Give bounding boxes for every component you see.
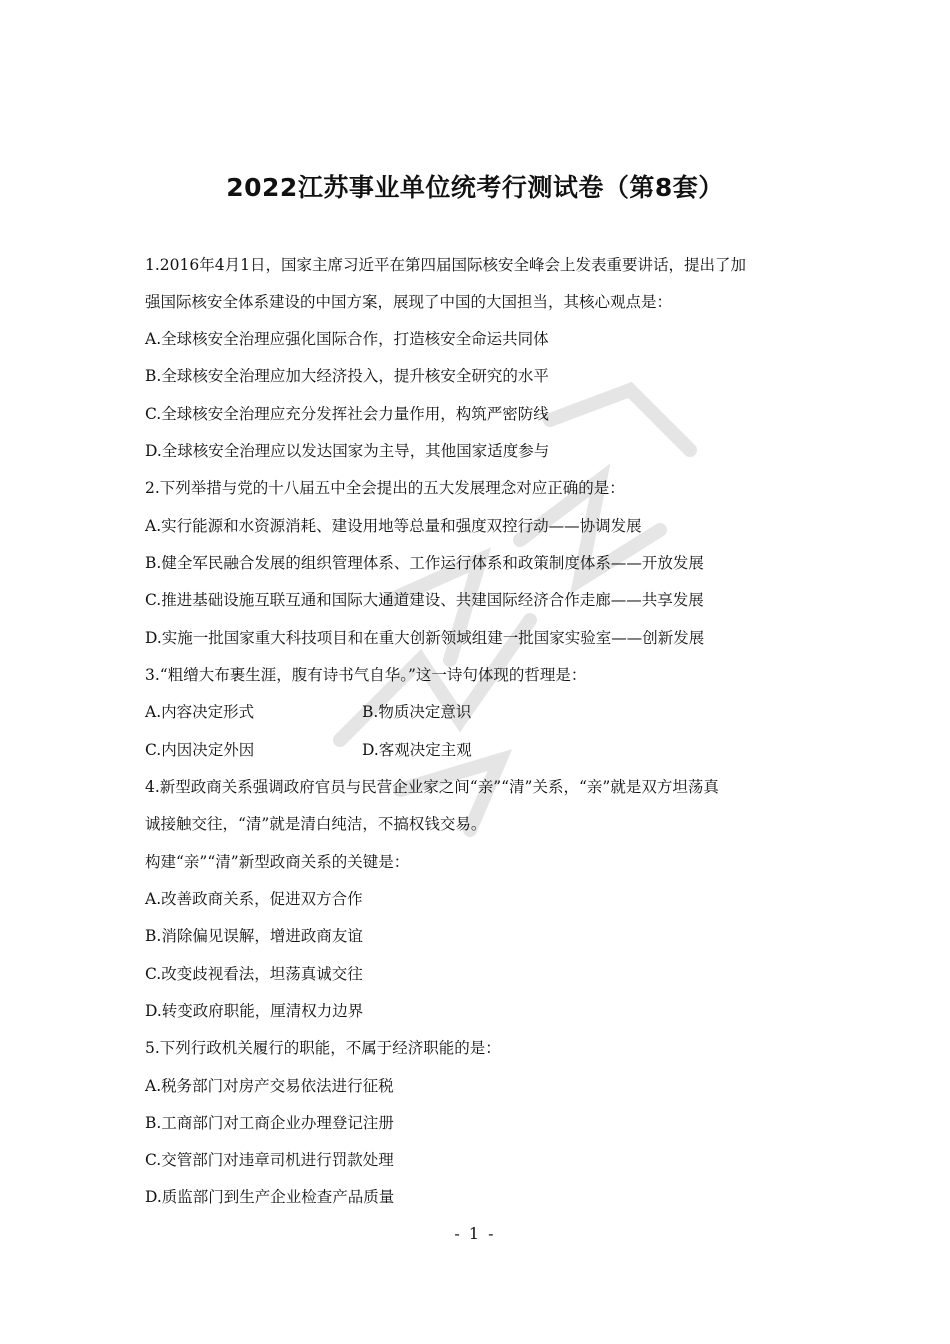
option-3c: C.内因决定外因 (145, 741, 255, 759)
question-2: 2.下列举措与党的十八届五中全会提出的五大发展理念对应正确的是： (145, 479, 625, 497)
option-2d: D.实施一批国家重大科技项目和在重大创新领域组建一批国家实验室——创新发展 (145, 629, 705, 647)
question-1-line-2: 强国际核安全体系建设的中国方案，展现了中国的大国担当，其核心观点是： (145, 293, 673, 311)
question-4-line-1: 4.新型政商关系强调政府官员与民营企业家之间“亲”“清”关系，“亲”就是双方坦荡真 (145, 778, 719, 796)
option-5b: B.工商部门对工商企业办理登记注册 (145, 1114, 394, 1132)
option-4b: B.消除偏见误解，增进政商友谊 (145, 927, 363, 945)
question-4-line-3: 构建“亲”“清”新型政商关系的关键是： (145, 853, 410, 871)
option-2c: C.推进基础设施互联互通和国际大通道建设、共建国际经济合作走廊——共享发展 (145, 591, 704, 609)
option-3a: A.内容决定形式 (145, 703, 255, 721)
option-3b: B.物质决定意识 (362, 703, 472, 721)
question-5: 5.下列行政机关履行的职能，不属于经济职能的是： (145, 1039, 501, 1057)
question-1-line-1: 1.2016年4月1日，国家主席习近平在第四届国际核安全峰会上发表重要讲话，提出了加 (145, 256, 746, 274)
option-1a: A.全球核安全治理应强化国际合作，打造核安全命运共同体 (145, 330, 549, 348)
option-3d: D.客观决定主观 (362, 741, 472, 759)
option-5a: A.税务部门对房产交易依法进行征税 (145, 1077, 394, 1095)
option-1b: B.全球核安全治理应加大经济投入，提升核安全研究的水平 (145, 367, 549, 385)
question-4-line-2: 诚接触交往，“清”就是清白纯洁，不搞权钱交易。 (145, 815, 487, 833)
page-title: 2022江苏事业单位统考行测试卷（第8套） (226, 173, 724, 202)
option-5d: D.质监部门到生产企业检查产品质量 (145, 1188, 395, 1206)
option-4a: A.改善政商关系，促进双方合作 (145, 890, 363, 908)
option-4c: C.改变歧视看法，坦荡真诚交往 (145, 965, 363, 983)
option-1c: C.全球核安全治理应充分发挥社会力量作用，构筑严密防线 (145, 405, 549, 423)
page-number: - 1 - (454, 1224, 496, 1243)
option-2a: A.实行能源和水资源消耗、建设用地等总量和强度双控行动——协调发展 (145, 517, 642, 535)
option-5c: C.交管部门对违章司机进行罚款处理 (145, 1151, 394, 1169)
option-1d: D.全球核安全治理应以发达国家为主导，其他国家适度参与 (145, 442, 550, 460)
option-4d: D.转变政府职能，厘清权力边界 (145, 1002, 364, 1020)
question-3: 3.“粗缯大布裹生涯，腹有诗书气自华。”这一诗句体现的哲理是： (145, 666, 587, 684)
option-2b: B.健全军民融合发展的组织管理体系、工作运行体系和政策制度体系——开放发展 (145, 554, 704, 572)
